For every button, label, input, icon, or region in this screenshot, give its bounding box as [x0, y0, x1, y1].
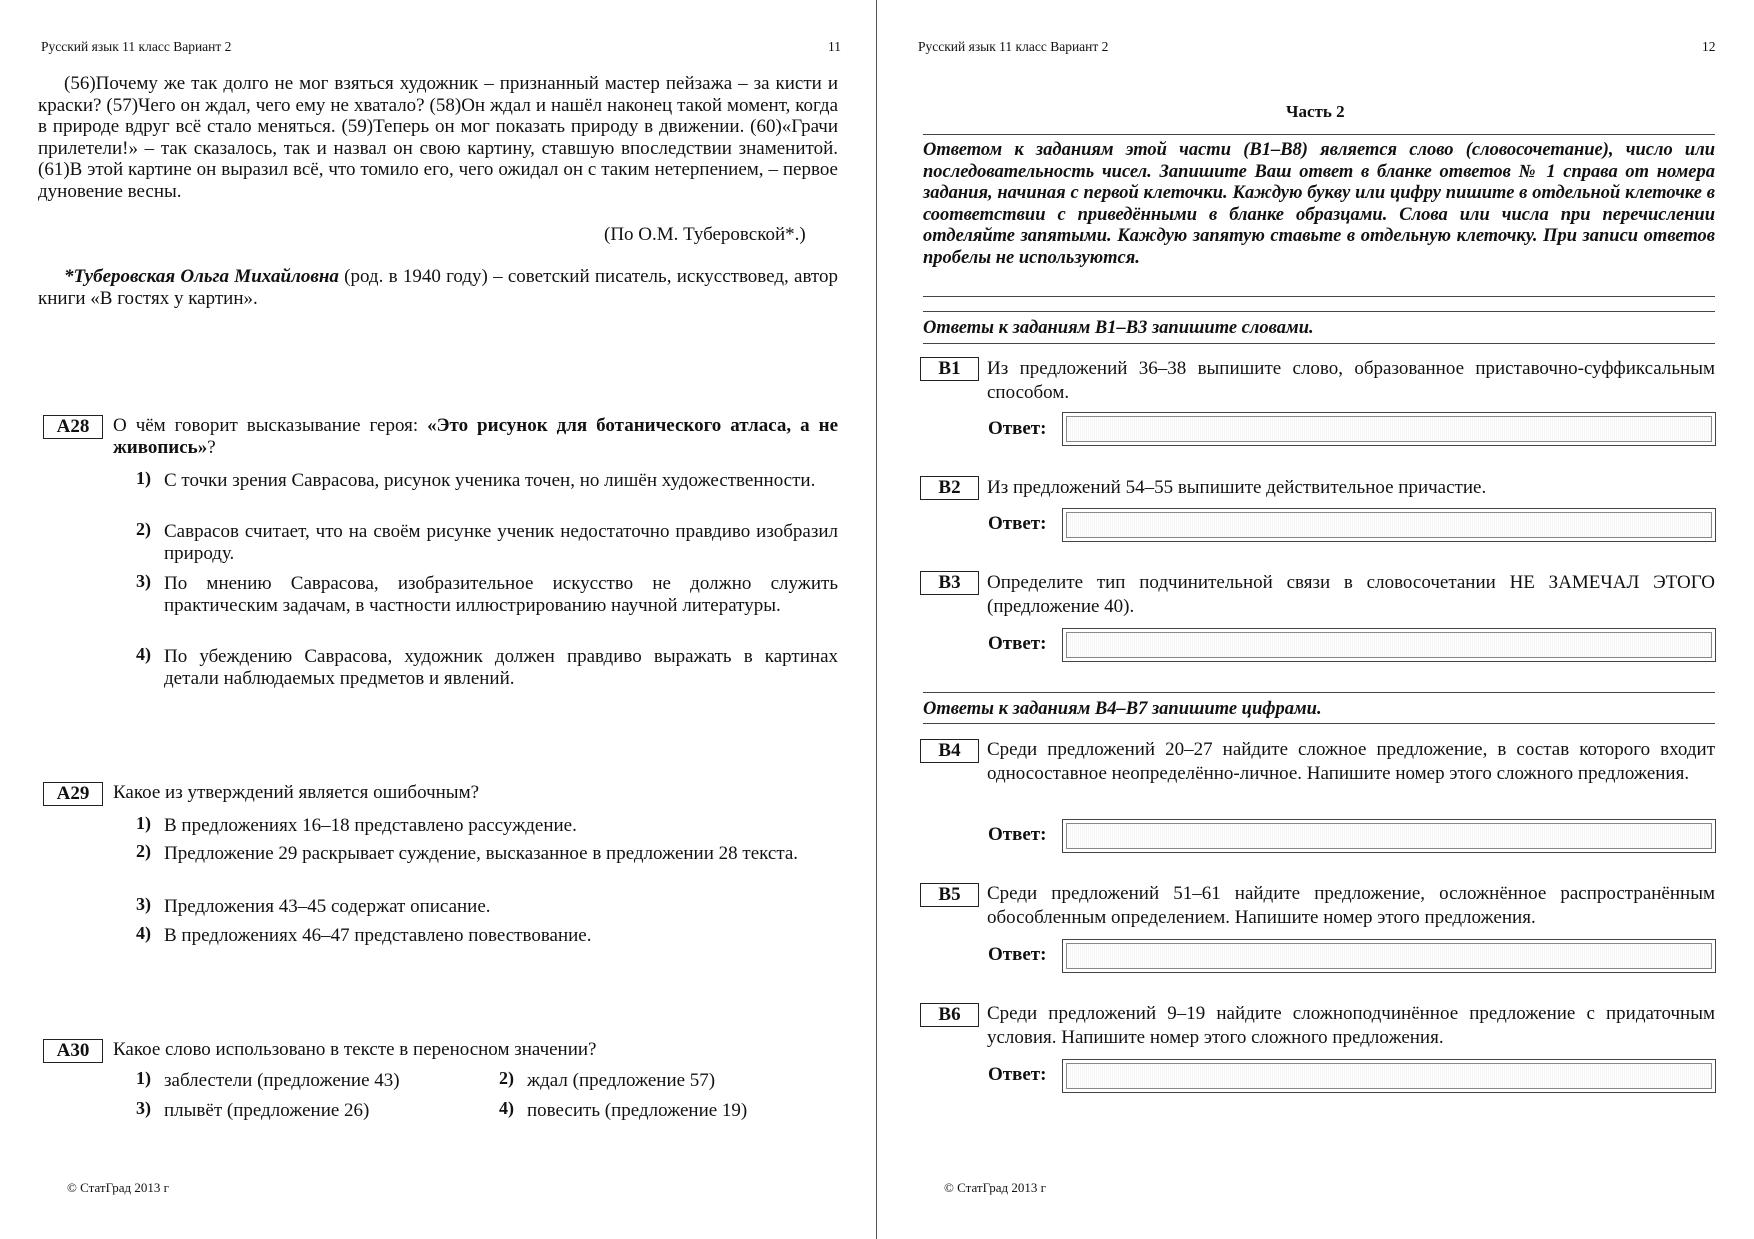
option-a29-3: [136, 894, 838, 918]
right-page-footer: © СтатГрад 2013 г: [944, 1180, 1046, 1195]
answer-label: Ответ:: [988, 944, 1047, 965]
option-text: заблестели (предложение 43): [164, 1070, 400, 1091]
task-label-b5: B5: [920, 883, 979, 907]
task-text-b5: Среди предложений 51–61 найдите предложение, осложнённое распространённым обособленным определением. Напишите номер этого предложения.: [987, 883, 1715, 928]
option-a30-3: [136, 1098, 464, 1122]
option-text: плывёт (предложение 26): [164, 1100, 370, 1121]
option-text: С точки зрения Саврасова, рисунок ученика точен, но лишён художественности.: [164, 470, 816, 491]
task-label-a29: A29: [43, 782, 103, 806]
answer-label: Ответ:: [988, 633, 1047, 654]
task-label-b2: B2: [920, 476, 979, 500]
text-source: (По О.М. Туберовской*.): [604, 224, 806, 245]
author-footnote: [38, 266, 838, 309]
footnote-text: (род. в 1940 году) – советский писатель, искусствовед, автор книги «В гостях у картин».: [38, 266, 838, 309]
left-page-footer: © СтатГрад 2013 г: [67, 1180, 169, 1195]
option-number: 1): [136, 1068, 151, 1088]
option-text: повесить (предложение 19): [527, 1100, 748, 1121]
option-text: В предложениях 16–18 представлено рассуждение.: [164, 815, 577, 836]
question-a30: Какое слово использовано в тексте в переносном значении?: [113, 1039, 597, 1060]
text-paragraph: (56)Почему же так долго не мог взяться художник – признанный мастер пейзажа – за кисти и краски? (57)Чего он ждал, чего ему не хватало? (58)Он ждал и нашёл наконец такой момент, когда в природе вдруг всё стало меняться. (59)Теперь он мог показать природу в движении. (60)«Грачи прилетели!» – так сказалось, так и назвал он свою картину, ставшую впоследствии знаменитой. (61)В этой картине он выразил всё, что томило его, чего ожидал он с таким нетерпением, – первое дуновение весны.: [38, 73, 838, 202]
option-number: 2): [136, 519, 151, 539]
option-a28-2: [136, 519, 838, 564]
task-label-a28: A28: [43, 415, 103, 439]
option-a29-1: [136, 813, 838, 837]
option-text: Саврасов считает, что на своём рисунке ученик недостаточно правдиво изобразил природу.: [164, 521, 838, 564]
answer-field-b5[interactable]: [1062, 939, 1716, 973]
right-page-header: Русский язык 11 класс Вариант 2: [918, 39, 1109, 54]
task-label-a30: A30: [43, 1039, 103, 1063]
answer-field-b1[interactable]: [1062, 412, 1716, 446]
answer-field-inner: [1066, 823, 1712, 849]
option-text: В предложениях 46–47 представлено повествование.: [164, 925, 592, 946]
option-a29-2: [136, 841, 838, 865]
answer-field-inner: [1066, 943, 1712, 969]
option-number: 3): [136, 894, 151, 914]
question-a28-suffix: ?: [207, 437, 216, 458]
task-text-b4: Среди предложений 20–27 найдите сложное предложение, в состав которого входит односоставное неопределённо-личное. Напишите номер этого сложного предложения.: [987, 739, 1715, 784]
question-a28-quote: «Это рисунок для ботанического атласа, а не живопись»: [113, 415, 838, 458]
answer-label: Ответ:: [988, 824, 1047, 845]
answer-field-b2[interactable]: [1062, 508, 1716, 542]
divider: [923, 311, 1715, 312]
divider: [923, 296, 1715, 297]
divider: [923, 723, 1715, 724]
option-text: ждал (предложение 57): [527, 1070, 716, 1091]
left-page-header: Русский язык 11 класс Вариант 2: [41, 39, 232, 54]
answer-field-inner: [1066, 512, 1712, 538]
answer-field-inner: [1066, 1063, 1712, 1089]
task-text-b3: Определите тип подчинительной связи в словосочетании НЕ ЗАМЕЧАЛ ЭТОГО (предложение 40).: [987, 572, 1715, 617]
answer-label: Ответ:: [988, 513, 1047, 534]
task-text-b2: Из предложений 54–55 выпишите действительное причастие.: [987, 477, 1487, 498]
question-a29: Какое из утверждений является ошибочным?: [113, 782, 480, 803]
option-a29-4: [136, 923, 838, 947]
question-a28-prefix: О чём говорит высказывание героя:: [113, 415, 428, 436]
question-a28: [113, 415, 838, 459]
answer-field-b4[interactable]: [1062, 819, 1716, 853]
divider: [923, 692, 1715, 693]
option-number: 1): [136, 813, 151, 833]
option-a30-4: [499, 1098, 827, 1122]
task-text-b6: Среди предложений 9–19 найдите сложноподчинённое предложение с придаточным условия. Напишите номер этого сложного предложения.: [987, 1003, 1715, 1048]
task-label-b6: B6: [920, 1003, 979, 1027]
option-number: 1): [136, 468, 151, 488]
option-a28-3: [136, 571, 838, 616]
answer-field-b6[interactable]: [1062, 1059, 1716, 1093]
option-number: 3): [136, 571, 151, 591]
option-number: 4): [136, 923, 151, 943]
option-number: 2): [136, 841, 151, 861]
answer-label: Ответ:: [988, 418, 1047, 439]
answer-field-b3[interactable]: [1062, 628, 1716, 662]
answer-field-inner: [1066, 632, 1712, 658]
section-words-title: Ответы к заданиям В1–В3 запишите словами.: [923, 318, 1314, 338]
divider: [923, 134, 1715, 135]
option-number: 2): [499, 1068, 514, 1088]
option-text: Предложение 29 раскрывает суждение, высказанное в предложении 28 текста.: [164, 843, 799, 864]
part-title: Часть 2: [1286, 102, 1345, 121]
part-instructions: Ответом к заданиям этой части (В1–В8) является слово (словосочетание), число или последовательность чисел. Запишите Ваш ответ в бланке ответов № 1 справа от номера задания, начиная с первой клеточки. Каждую букву или цифру пишите в отдельной клеточке в соответствии с приведёнными в бланке образцами. Слова или числа при перечислении отделяйте запятыми. Каждую запятую ставьте в отдельную клеточку. При записи ответов пробелы не используются.: [923, 140, 1715, 268]
option-text: По убеждению Саврасова, художник должен правдиво выражать в картинах детали наблюдаемых предметов и явлений.: [164, 646, 838, 689]
task-label-b4: B4: [920, 739, 979, 763]
option-a28-4: [136, 644, 838, 689]
option-text: По мнению Саврасова, изобразительное искусство не должно служить практическим задачам, в частности иллюстрированию научной литературы.: [164, 573, 838, 616]
task-label-b1: B1: [920, 357, 979, 381]
option-text: Предложения 43–45 содержат описание.: [164, 896, 491, 917]
left-page-number: 11: [828, 39, 841, 54]
divider: [923, 343, 1715, 344]
option-a28-1: [136, 468, 838, 492]
section-digits-title: Ответы к заданиям В4–В7 запишите цифрами.: [923, 699, 1322, 719]
task-text-b1: Из предложений 36–38 выпишите слово, образованное приставочно-суффиксальным способом.: [987, 358, 1715, 403]
option-a30-2: [499, 1068, 827, 1092]
footnote-author-name: *Туберовская Ольга Михайловна: [64, 266, 339, 287]
answer-field-inner: [1066, 416, 1712, 442]
option-number: 3): [136, 1098, 151, 1118]
task-label-b3: B3: [920, 571, 979, 595]
option-a30-1: [136, 1068, 464, 1092]
answer-label: Ответ:: [988, 1064, 1047, 1085]
option-number: 4): [499, 1098, 514, 1118]
right-page-number: 12: [1702, 39, 1716, 54]
option-number: 4): [136, 644, 151, 664]
